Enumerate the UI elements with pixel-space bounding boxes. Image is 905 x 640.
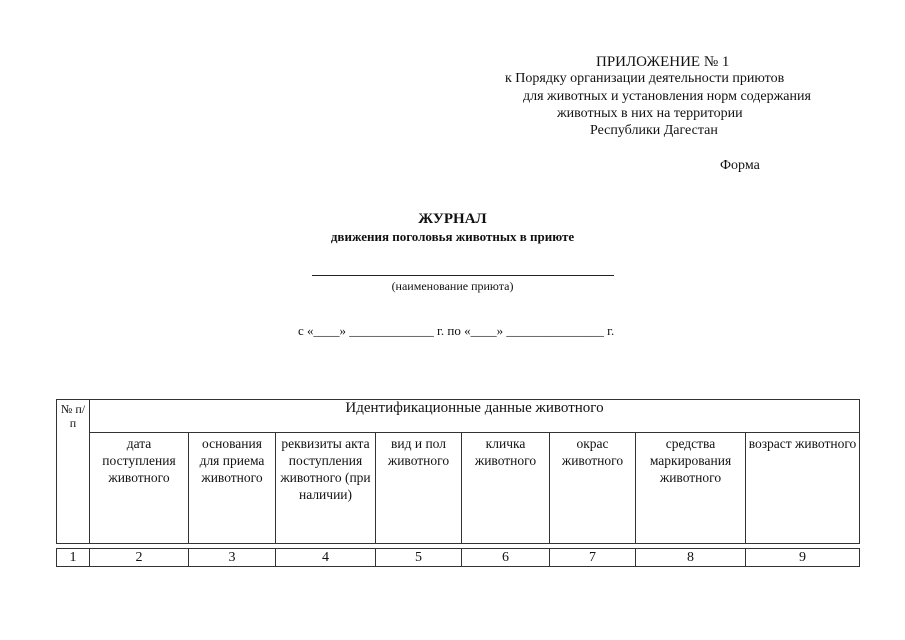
header-col-nickname-label: кличка животного [474,436,537,468]
column-number-1: 1 [57,549,90,567]
header-col-admission-date [90,433,189,544]
header-col-age [746,433,860,544]
journal-subtitle: движения поголовья животных в приюте [330,229,575,244]
header-identification-label: Идентификационные данные животного [345,400,604,416]
column-number-5: 5 [376,549,462,567]
header-col-age-label: возраст животного [748,436,857,451]
annex-line-1: к Порядку организации деятельности приютов [505,71,785,86]
header-col-color-label: окрас животного [561,436,624,468]
header-col-admission-date-label: дата поступления животного [102,436,176,485]
column-number-7: 7 [550,549,636,567]
header-col-species-sex-label: вид и пол животного [387,436,450,468]
journal-table [56,399,860,567]
header-row-number-label: № п/п [60,402,86,430]
column-number-4: 4 [276,549,376,567]
header-col-nickname [462,433,550,544]
shelter-name-caption: (наименование приюта) [391,279,514,293]
journal-title: ЖУРНАЛ [418,211,487,227]
header-col-species-sex [376,433,462,544]
annex-line-4: Республики Дагестан [590,123,718,138]
form-label: Форма [720,158,760,173]
shelter-name-line [312,275,614,276]
period-line: с «____» _____________ г. по «____» _______________ г. [298,323,615,338]
annex-line-2: для животных и установления норм содержания [523,89,811,104]
column-number-8: 8 [636,549,746,567]
header-row-number [57,400,90,544]
column-number-9: 9 [746,549,860,567]
header-col-color [550,433,636,544]
annex-line-3: животных в них на территории [557,106,743,121]
column-number-6: 6 [462,549,550,567]
header-col-act-details [276,433,376,544]
annex-title: ПРИЛОЖЕНИЕ № 1 [596,54,730,70]
column-number-3: 3 [189,549,276,567]
column-number-2: 2 [90,549,189,567]
header-col-act-details-label: реквизиты акта поступления животного (при наличии) [280,436,371,502]
header-col-marking-label: средства маркирования животного [649,436,732,485]
header-col-marking [636,433,746,544]
header-col-admission-basis [189,433,276,544]
header-identification-group [90,400,860,433]
header-col-admission-basis-label: основания для приема животного [199,436,265,485]
